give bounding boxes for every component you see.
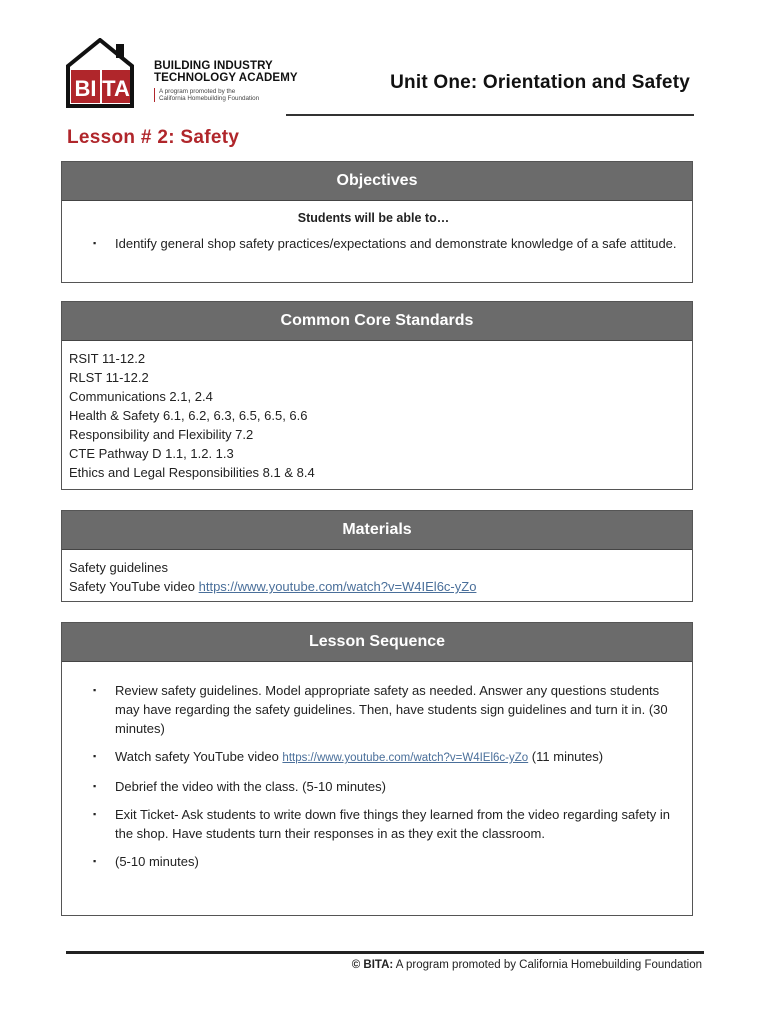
bita-logo xyxy=(66,38,298,108)
header-divider xyxy=(286,114,694,116)
objectives-heading: Objectives xyxy=(62,162,692,201)
list-item xyxy=(69,747,682,768)
sequence-step-1: Review safety guidelines. Model appropriate safety as needed. Answer any questions students may have regarding the safety guidelines. Then, have students sign guidelines and turn it in. (30 minutes) xyxy=(115,683,668,736)
objective-text: Identify general shop safety practices/expectations and demonstrate knowledge of a safe attitude. xyxy=(115,236,677,251)
footer xyxy=(352,959,702,971)
logo-tagline-1: A program promoted by the xyxy=(159,88,236,95)
logo-ta-letters: TA xyxy=(102,76,130,101)
materials-line-2 xyxy=(69,577,678,596)
objectives-list xyxy=(69,234,678,253)
standard-line: RSIT 11-12.2 xyxy=(69,351,146,366)
standard-line: Responsibility and Flexibility 7.2 xyxy=(69,427,254,442)
standard-line: Health & Safety 6.1, 6.2, 6.3, 6.5, 6.5, 6.6 xyxy=(69,408,308,423)
sequence-step-2-label: Watch safety YouTube video xyxy=(115,749,283,764)
list-item xyxy=(69,234,678,253)
logo-line1: BUILDING INDUSTRY xyxy=(154,60,273,72)
footer-divider xyxy=(66,951,704,954)
footer-text: A program promoted by California Homebuilding Foundation xyxy=(393,959,702,971)
sequence-step-5: (5-10 minutes) xyxy=(115,854,199,869)
standard-line: CTE Pathway D 1.1, 1.2. 1.3 xyxy=(69,446,234,461)
logo-tagline xyxy=(154,88,294,102)
logo-tagline-2: California Homebuilding Foundation xyxy=(159,95,260,102)
sequence-video-link[interactable]: https://www.youtube.com/watch?v=W4IEl6c-yZo xyxy=(282,752,529,764)
materials-video-link[interactable]: https://www.youtube.com/watch?v=W4IEl6c-yZo xyxy=(198,579,477,594)
sequence-section xyxy=(61,622,693,916)
sequence-list xyxy=(69,681,682,871)
logo-bi-letters: BI xyxy=(74,76,97,101)
standard-line: Ethics and Legal Responsibilities 8.1 & 8.4 xyxy=(69,465,315,480)
standard-line: Communications 2.1, 2.4 xyxy=(69,389,213,404)
bullet-icon: ▪ xyxy=(93,809,97,819)
bullet-icon: ▪ xyxy=(93,685,97,695)
objectives-section xyxy=(61,161,693,283)
list-item xyxy=(69,852,682,871)
sequence-step-4: Exit Ticket- Ask students to write down five things they learned from the video regarding safety in the shop. Have students turn their responses in as they exit the classroom. xyxy=(115,807,670,841)
logo-line2: TECHNOLOGY ACADEMY xyxy=(154,72,298,84)
bullet-icon: ▪ xyxy=(93,856,97,866)
materials-section xyxy=(61,510,693,602)
bullet-icon: ▪ xyxy=(93,238,97,248)
standards-heading: Common Core Standards xyxy=(62,302,692,341)
standard-line: RLST 11-12.2 xyxy=(69,370,149,385)
house-logo-icon xyxy=(66,38,156,108)
list-item xyxy=(69,681,682,738)
materials-heading: Materials xyxy=(62,511,692,550)
objectives-intro: Students will be able to… xyxy=(297,211,450,225)
sequence-step-3: Debrief the video with the class. (5-10 minutes) xyxy=(115,779,386,794)
lesson-title: Lesson # 2: Safety xyxy=(67,127,240,148)
bullet-icon: ▪ xyxy=(93,781,97,791)
list-item xyxy=(69,805,682,843)
bullet-icon: ▪ xyxy=(93,751,97,761)
logo-wordmark xyxy=(154,60,298,102)
materials-line-1: Safety guidelines xyxy=(69,560,169,575)
footer-brand: © BITA: xyxy=(351,959,394,971)
standards-section xyxy=(61,301,693,490)
list-item xyxy=(69,777,682,796)
materials-video-label: Safety YouTube video xyxy=(69,579,199,594)
sequence-heading: Lesson Sequence xyxy=(62,623,692,662)
sequence-step-2-duration: (11 minutes) xyxy=(528,749,604,764)
unit-title: Unit One: Orientation and Safety xyxy=(390,72,690,93)
